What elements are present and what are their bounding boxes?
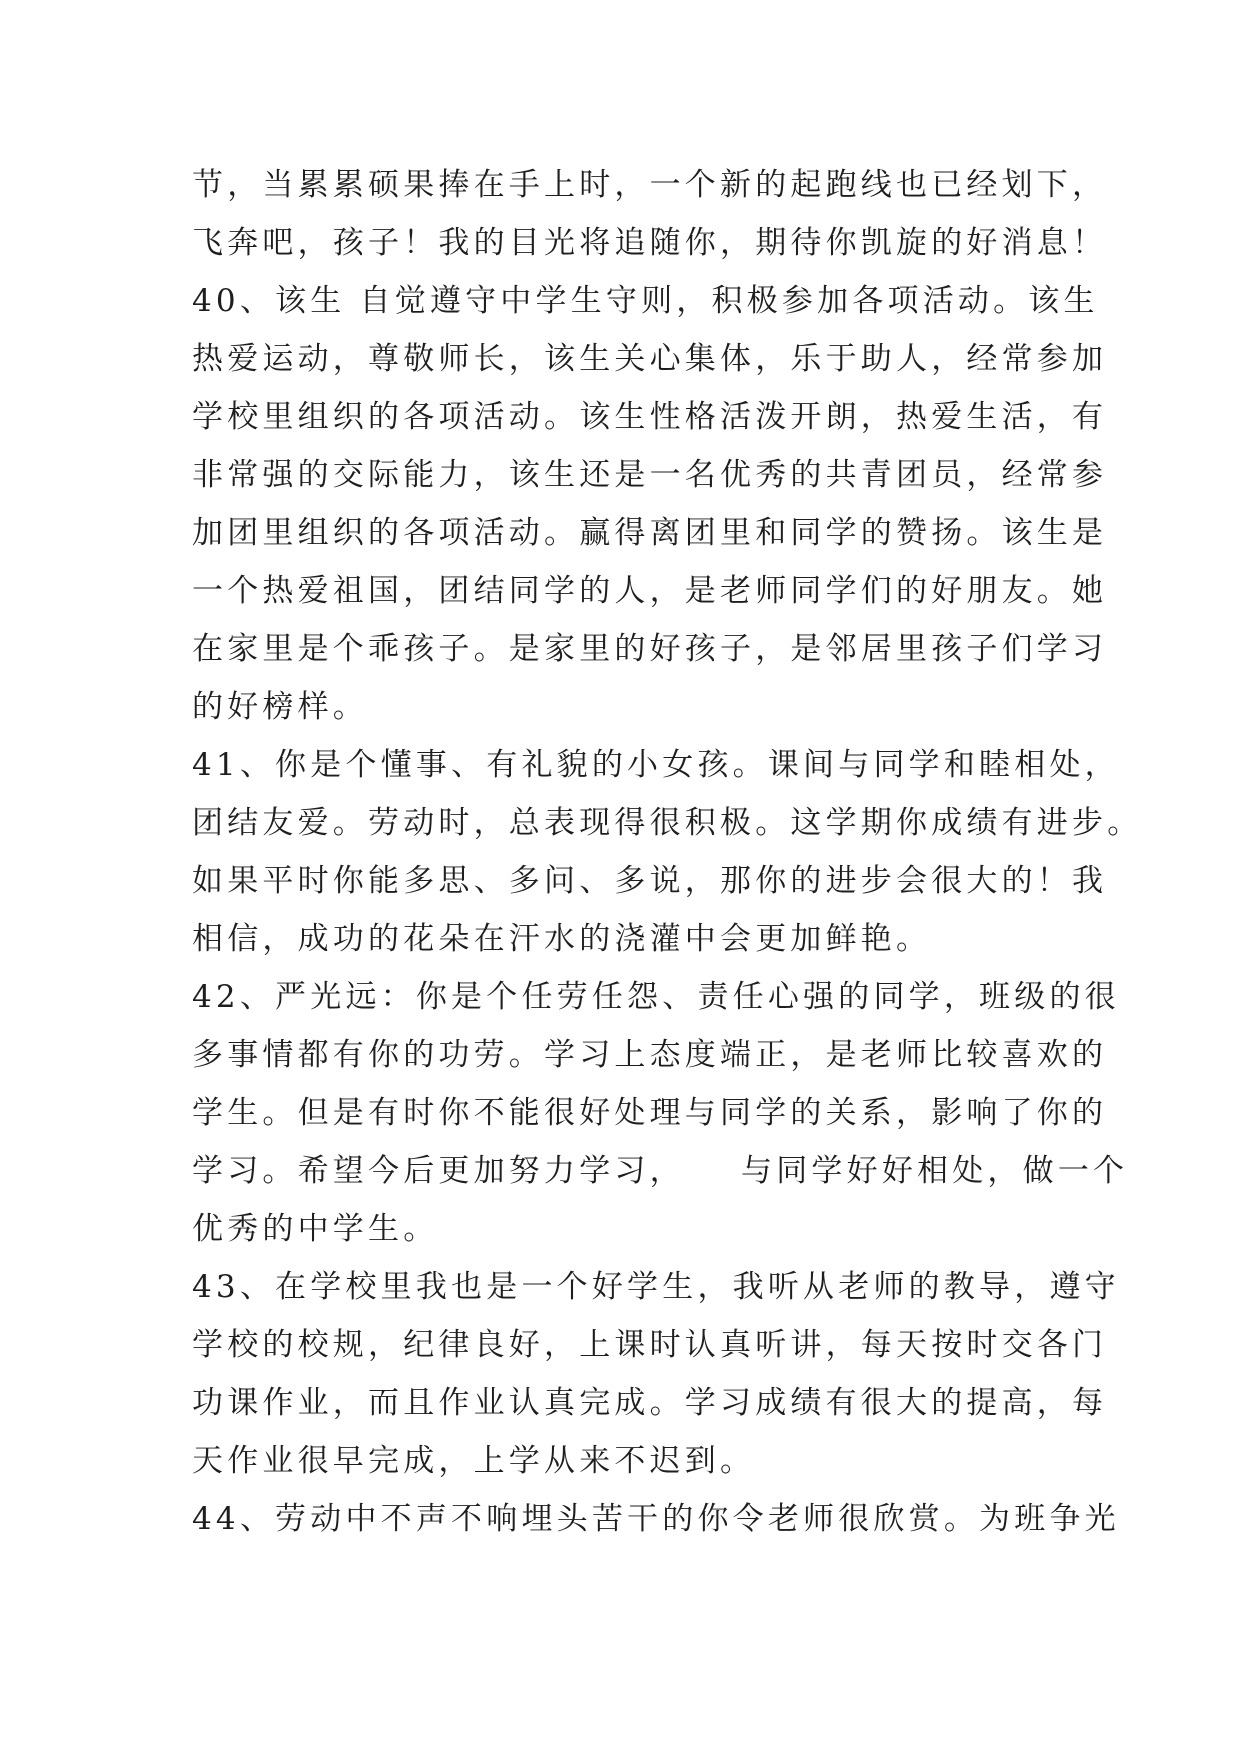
text-line: 多事情都有你的功劳。学习上态度端正，是老师比较喜欢的 [192, 1037, 1108, 1073]
text-line: 41、你是个懂事、有礼貌的小女孩。课间与同学和睦相处， [192, 747, 1120, 783]
text-line: 学生。但是有时你不能很好处理与同学的关系，影响了你的 [192, 1095, 1108, 1131]
text-line: 功课作业，而且作业认真完成。学习成绩有很大的提高，每 [192, 1385, 1108, 1421]
text-line: 加团里组织的各项活动。赢得离团里和同学的赞扬。该生是 [192, 515, 1108, 551]
text-line: 一个热爱祖国，团结同学的人，是老师同学们的好朋友。她 [192, 573, 1108, 609]
text-line: 学校里组织的各项活动。该生性格活泼开朗，热爱生活，有 [192, 399, 1108, 435]
text-line: 节，当累累硕果捧在手上时，一个新的起跑线也已经划下， [192, 167, 1108, 203]
text-line: 团结友爱。劳动时，总表现得很积极。这学期你成绩有进步。 [192, 805, 1143, 841]
text-line: 飞奔吧，孩子！我的目光将追随你，期待你凯旋的好消息！ [192, 225, 1108, 261]
text-line: 学校的校规，纪律良好，上课时认真听讲，每天按时交各门 [192, 1327, 1108, 1363]
text-line: 优秀的中学生。 [192, 1211, 439, 1247]
text-line: 学习。希望今后更加努力学习， 与同学好好相处，做一个 [192, 1153, 1129, 1189]
text-line: 44、劳动中不声不响埋头苦干的你令老师很欣赏。为班争光 [192, 1501, 1120, 1537]
text-line: 热爱运动，尊敬师长，该生关心集体，乐于助人，经常参加 [192, 341, 1108, 377]
text-line: 在家里是个乖孩子。是家里的好孩子，是邻居里孩子们学习 [192, 631, 1108, 667]
text-line: 如果平时你能多思、多问、多说，那你的进步会很大的！我 [192, 863, 1108, 899]
text-line: 相信，成功的花朵在汗水的浇灌中会更加鲜艳。 [192, 921, 932, 957]
text-line: 的好榜样。 [192, 689, 368, 725]
text-line: 天作业很早完成，上学从来不迟到。 [192, 1443, 756, 1479]
text-line: 43、在学校里我也是一个好学生，我听从老师的教导，遵守 [192, 1269, 1120, 1305]
text-line: 非常强的交际能力，该生还是一名优秀的共青团员，经常参 [192, 457, 1108, 493]
text-line: 40、该生 自觉遵守中学生守则，积极参加各项活动。该生 [192, 283, 1099, 319]
text-line: 42、严光远：你是个任劳任怨、责任心强的同学，班级的很 [192, 979, 1120, 1015]
document-body [192, 156, 1143, 1548]
